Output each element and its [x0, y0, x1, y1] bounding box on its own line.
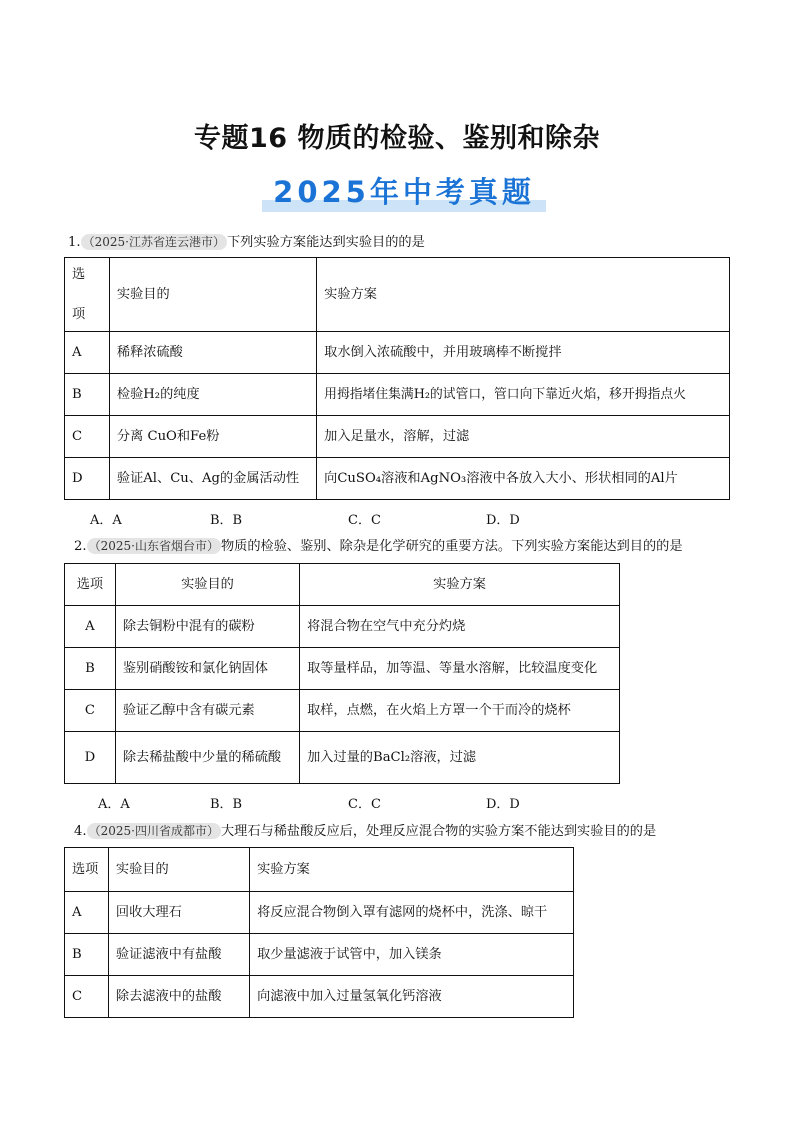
table-row	[65, 458, 730, 500]
section-heading	[262, 170, 546, 212]
table-header-row	[65, 258, 730, 332]
table-row	[65, 416, 730, 458]
plan-cell: 取等量样品，加等温、等量水溶解，比较温度变化	[300, 648, 620, 690]
page-title: 专题16 物质的检验、鉴别和除杂	[194, 123, 600, 154]
option-cell: A	[65, 892, 109, 934]
plan-cell: 加入过量的BaCl₂溶液，过滤	[300, 732, 620, 784]
plan-cell: 取样，点燃，在火焰上方罩一个干而冷的烧杯	[300, 690, 620, 732]
source-tag: （2025·江苏省连云港市）	[82, 235, 225, 249]
plan-cell: 向滤液中加入过量氢氧化钙溶液	[250, 976, 574, 1018]
option-d[interactable]: D．D	[486, 513, 520, 528]
question-2-stem	[74, 538, 683, 556]
table-row	[65, 374, 730, 416]
option-a[interactable]: A．A	[98, 797, 130, 812]
table-row	[65, 732, 620, 784]
table-row	[65, 976, 574, 1018]
question-1-stem	[68, 234, 425, 252]
option-b[interactable]: B．B	[210, 513, 243, 528]
option-cell: C	[65, 690, 116, 732]
question-number: 1.	[68, 235, 81, 250]
header-cell: 实验方案	[300, 564, 620, 606]
plan-cell: 取水倒入浓硫酸中，并用玻璃棒不断搅拌	[317, 332, 730, 374]
table-row	[65, 892, 574, 934]
question-4-table	[64, 847, 574, 1018]
option-cell: B	[65, 648, 116, 690]
option-cell: C	[65, 416, 110, 458]
option-b[interactable]: B．B	[210, 797, 243, 812]
plan-cell: 将反应混合物倒入罩有滤网的烧杯中，洗涤、晾干	[250, 892, 574, 934]
header-cell: 选项	[65, 564, 116, 606]
option-cell: D	[65, 458, 110, 500]
purpose-cell: 除去铜粉中混有的碳粉	[115, 606, 299, 648]
question-text: 大理石与稀盐酸反应后，处理反应混合物的实验方案不能达到实验目的的是	[220, 824, 657, 839]
purpose-cell: 除去滤液中的盐酸	[108, 976, 249, 1018]
purpose-cell: 验证Al、Cu、Ag的金属活动性	[109, 458, 316, 500]
purpose-cell: 稀释浓硫酸	[109, 332, 316, 374]
option-c[interactable]: C．C	[348, 797, 381, 812]
option-a[interactable]: A．A	[90, 513, 122, 528]
option-d[interactable]: D．D	[486, 797, 520, 812]
header-cell: 选 项	[65, 258, 110, 332]
question-text: 物质的检验、鉴别、除杂是化学研究的重要方法。下列实验方案能达到目的的是	[220, 539, 683, 554]
table-header-row	[65, 848, 574, 892]
header-cell: 实验目的	[109, 258, 316, 332]
source-tag: （2025·四川省成都市）	[88, 824, 219, 838]
plan-cell: 加入足量水，溶解，过滤	[317, 416, 730, 458]
table-row	[65, 648, 620, 690]
header-cell: 实验目的	[115, 564, 299, 606]
plan-cell: 用拇指堵住集满H₂的试管口，管口向下靠近火焰，移开拇指点火	[317, 374, 730, 416]
purpose-cell: 分离 CuO和Fe粉	[109, 416, 316, 458]
header-cell: 实验方案	[250, 848, 574, 892]
option-c[interactable]: C．C	[348, 513, 381, 528]
option-cell: C	[65, 976, 109, 1018]
option-cell: A	[65, 332, 110, 374]
option-cell: B	[65, 934, 109, 976]
table-row	[65, 332, 730, 374]
purpose-cell: 除去稀盐酸中少量的稀硫酸	[115, 732, 299, 784]
section-heading-text: 2025年中考真题	[273, 175, 535, 209]
header-cell: 实验方案	[317, 258, 730, 332]
table-row	[65, 934, 574, 976]
option-cell: D	[65, 732, 116, 784]
plan-cell: 向CuSO₄溶液和AgNO₃溶液中各放入大小、形状相同的Al片	[317, 458, 730, 500]
purpose-cell: 验证乙醇中含有碳元素	[115, 690, 299, 732]
source-tag: （2025·山东省烟台市）	[88, 539, 219, 553]
option-cell: A	[65, 606, 116, 648]
question-1-table	[64, 257, 730, 500]
plan-cell: 取少量滤液于试管中，加入镁条	[250, 934, 574, 976]
question-text: 下列实验方案能达到实验目的的是	[226, 235, 425, 250]
option-cell: B	[65, 374, 110, 416]
purpose-cell: 检验H₂的纯度	[109, 374, 316, 416]
purpose-cell: 验证滤液中有盐酸	[108, 934, 249, 976]
question-2-table	[64, 563, 620, 784]
header-cell: 实验目的	[108, 848, 249, 892]
purpose-cell: 鉴别硝酸铵和氯化钠固体	[115, 648, 299, 690]
question-number: 2.	[74, 539, 87, 554]
question-number: 4.	[74, 824, 87, 839]
plan-cell: 将混合物在空气中充分灼烧	[300, 606, 620, 648]
question-4-stem	[74, 823, 656, 841]
header-cell: 选项	[65, 848, 109, 892]
table-row	[65, 690, 620, 732]
table-header-row	[65, 564, 620, 606]
purpose-cell: 回收大理石	[108, 892, 249, 934]
table-row	[65, 606, 620, 648]
